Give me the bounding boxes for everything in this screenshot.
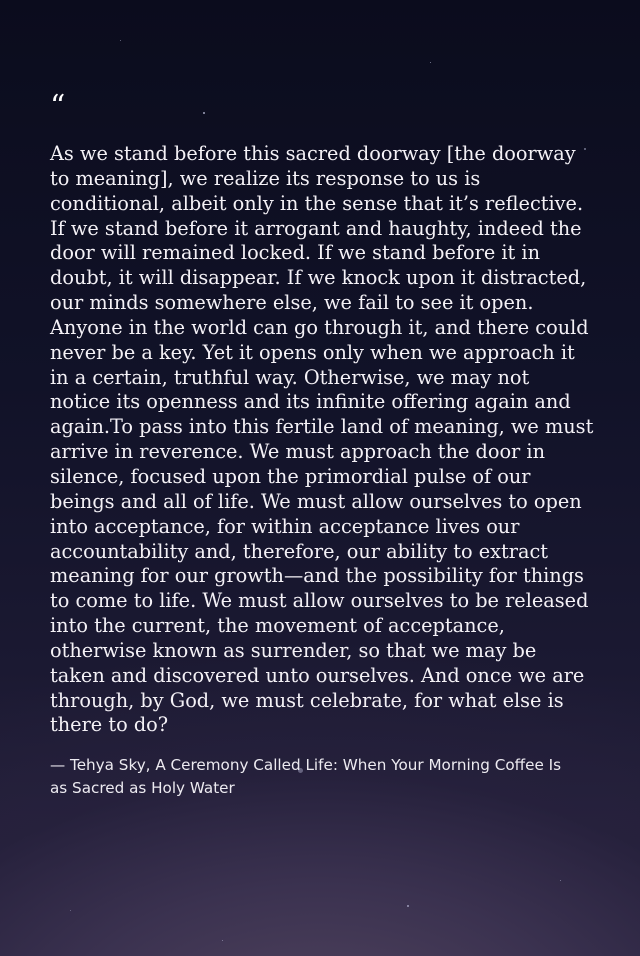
star bbox=[430, 62, 431, 63]
star bbox=[407, 905, 409, 907]
quote-text: As we stand before this sacred doorway [the doorway to meaning], we realize its response to us is conditional, albeit only in the sense that it’s reflective. If we stand before it arrogant and haughty, indeed the door will remained locked. If we stand before it in doubt, it will disappear. If we knock upon it distracted, our minds somewhere else, we fail to see it open. Anyone in the world can go through it, and there could never be a key. Yet it opens only when we approach it in a certain, truthful way. Otherwise, we may not notice its openness and its infinite offering again and again.To pass into this fertile land of meaning, we must arrive in reverence. We must approach the door in silence, focused upon the primordial pulse of our beings and all of life. We must allow ourselves to open into acceptance, for within acceptance lives our accountability and, therefore, our ability to extract meaning for our growth—and the possibility for things to come to life. We must allow ourselves to be released into the current, the movement of acceptance, otherwise known as surrender, so that we may be taken and discovered unto ourselves. And once we are through, by God, we must celebrate, for what else is there to do? bbox=[50, 142, 594, 737]
star bbox=[560, 880, 561, 881]
quote-card bbox=[50, 89, 595, 800]
star bbox=[120, 40, 121, 41]
star bbox=[222, 940, 223, 941]
star bbox=[70, 910, 71, 911]
quote-attribution: — Tehya Sky, A Ceremony Called Life: When Your Morning Coffee Is as Sacred as Holy Water bbox=[50, 756, 562, 798]
quote-mark-icon: “ bbox=[50, 89, 66, 124]
